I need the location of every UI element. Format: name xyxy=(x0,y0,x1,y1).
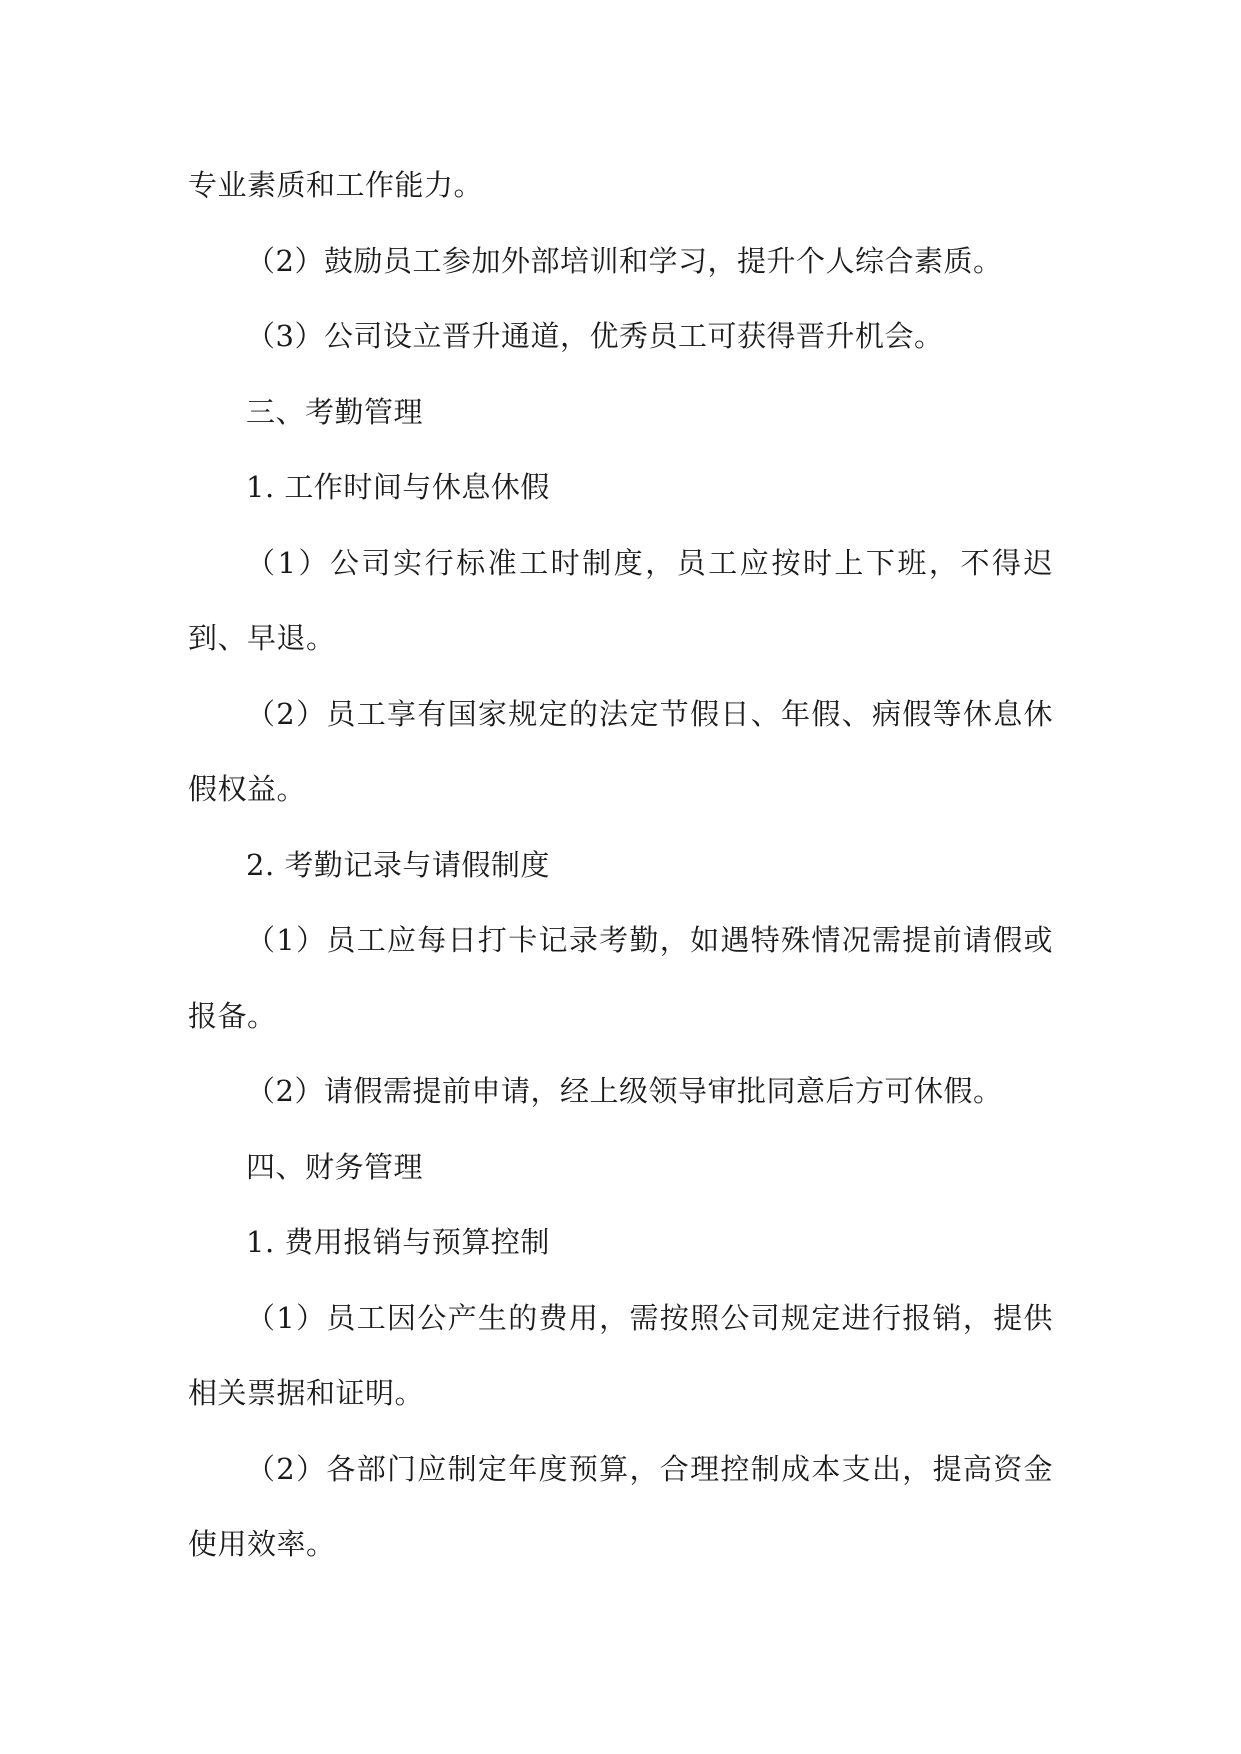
subsection-heading: 1. 工作时间与休息休假 xyxy=(246,470,550,504)
subsection-heading: 1. 费用报销与预算控制 xyxy=(246,1225,550,1259)
paragraph-item: （2）请假需提前申请，经上级领导审批同意后方可休假。 xyxy=(246,1074,1003,1108)
paragraph-item: （2）各部门应制定年度预算，合理控制成本支出，提高资金使用效率。 xyxy=(188,1451,1053,1561)
paragraph-item: （1）公司实行标准工时制度，员工应按时上下班，不得迟到、早退。 xyxy=(188,545,1053,655)
paragraph-item: （2）员工享有国家规定的法定节假日、年假、病假等休息休假权益。 xyxy=(188,696,1053,806)
document-body xyxy=(188,148,1053,1583)
section-heading: 四、财务管理 xyxy=(246,1149,424,1184)
paragraph-item: （2）鼓励员工参加外部培训和学习，提升个人综合素质。 xyxy=(246,243,1003,278)
subsection-heading: 2. 考勤记录与请假制度 xyxy=(246,847,550,882)
paragraph-item: （1）员工应每日打卡记录考勤，如遇特殊情况需提前请假或报备。 xyxy=(188,923,1053,1033)
paragraph-item: （3）公司设立晋升通道，优秀员工可获得晋升机会。 xyxy=(246,319,944,353)
paragraph-continuation: 专业素质和工作能力。 xyxy=(188,168,484,202)
section-heading: 三、考勤管理 xyxy=(246,394,424,429)
paragraph-item: （1）员工因公产生的费用，需按照公司规定进行报销，提供相关票据和证明。 xyxy=(188,1300,1053,1410)
